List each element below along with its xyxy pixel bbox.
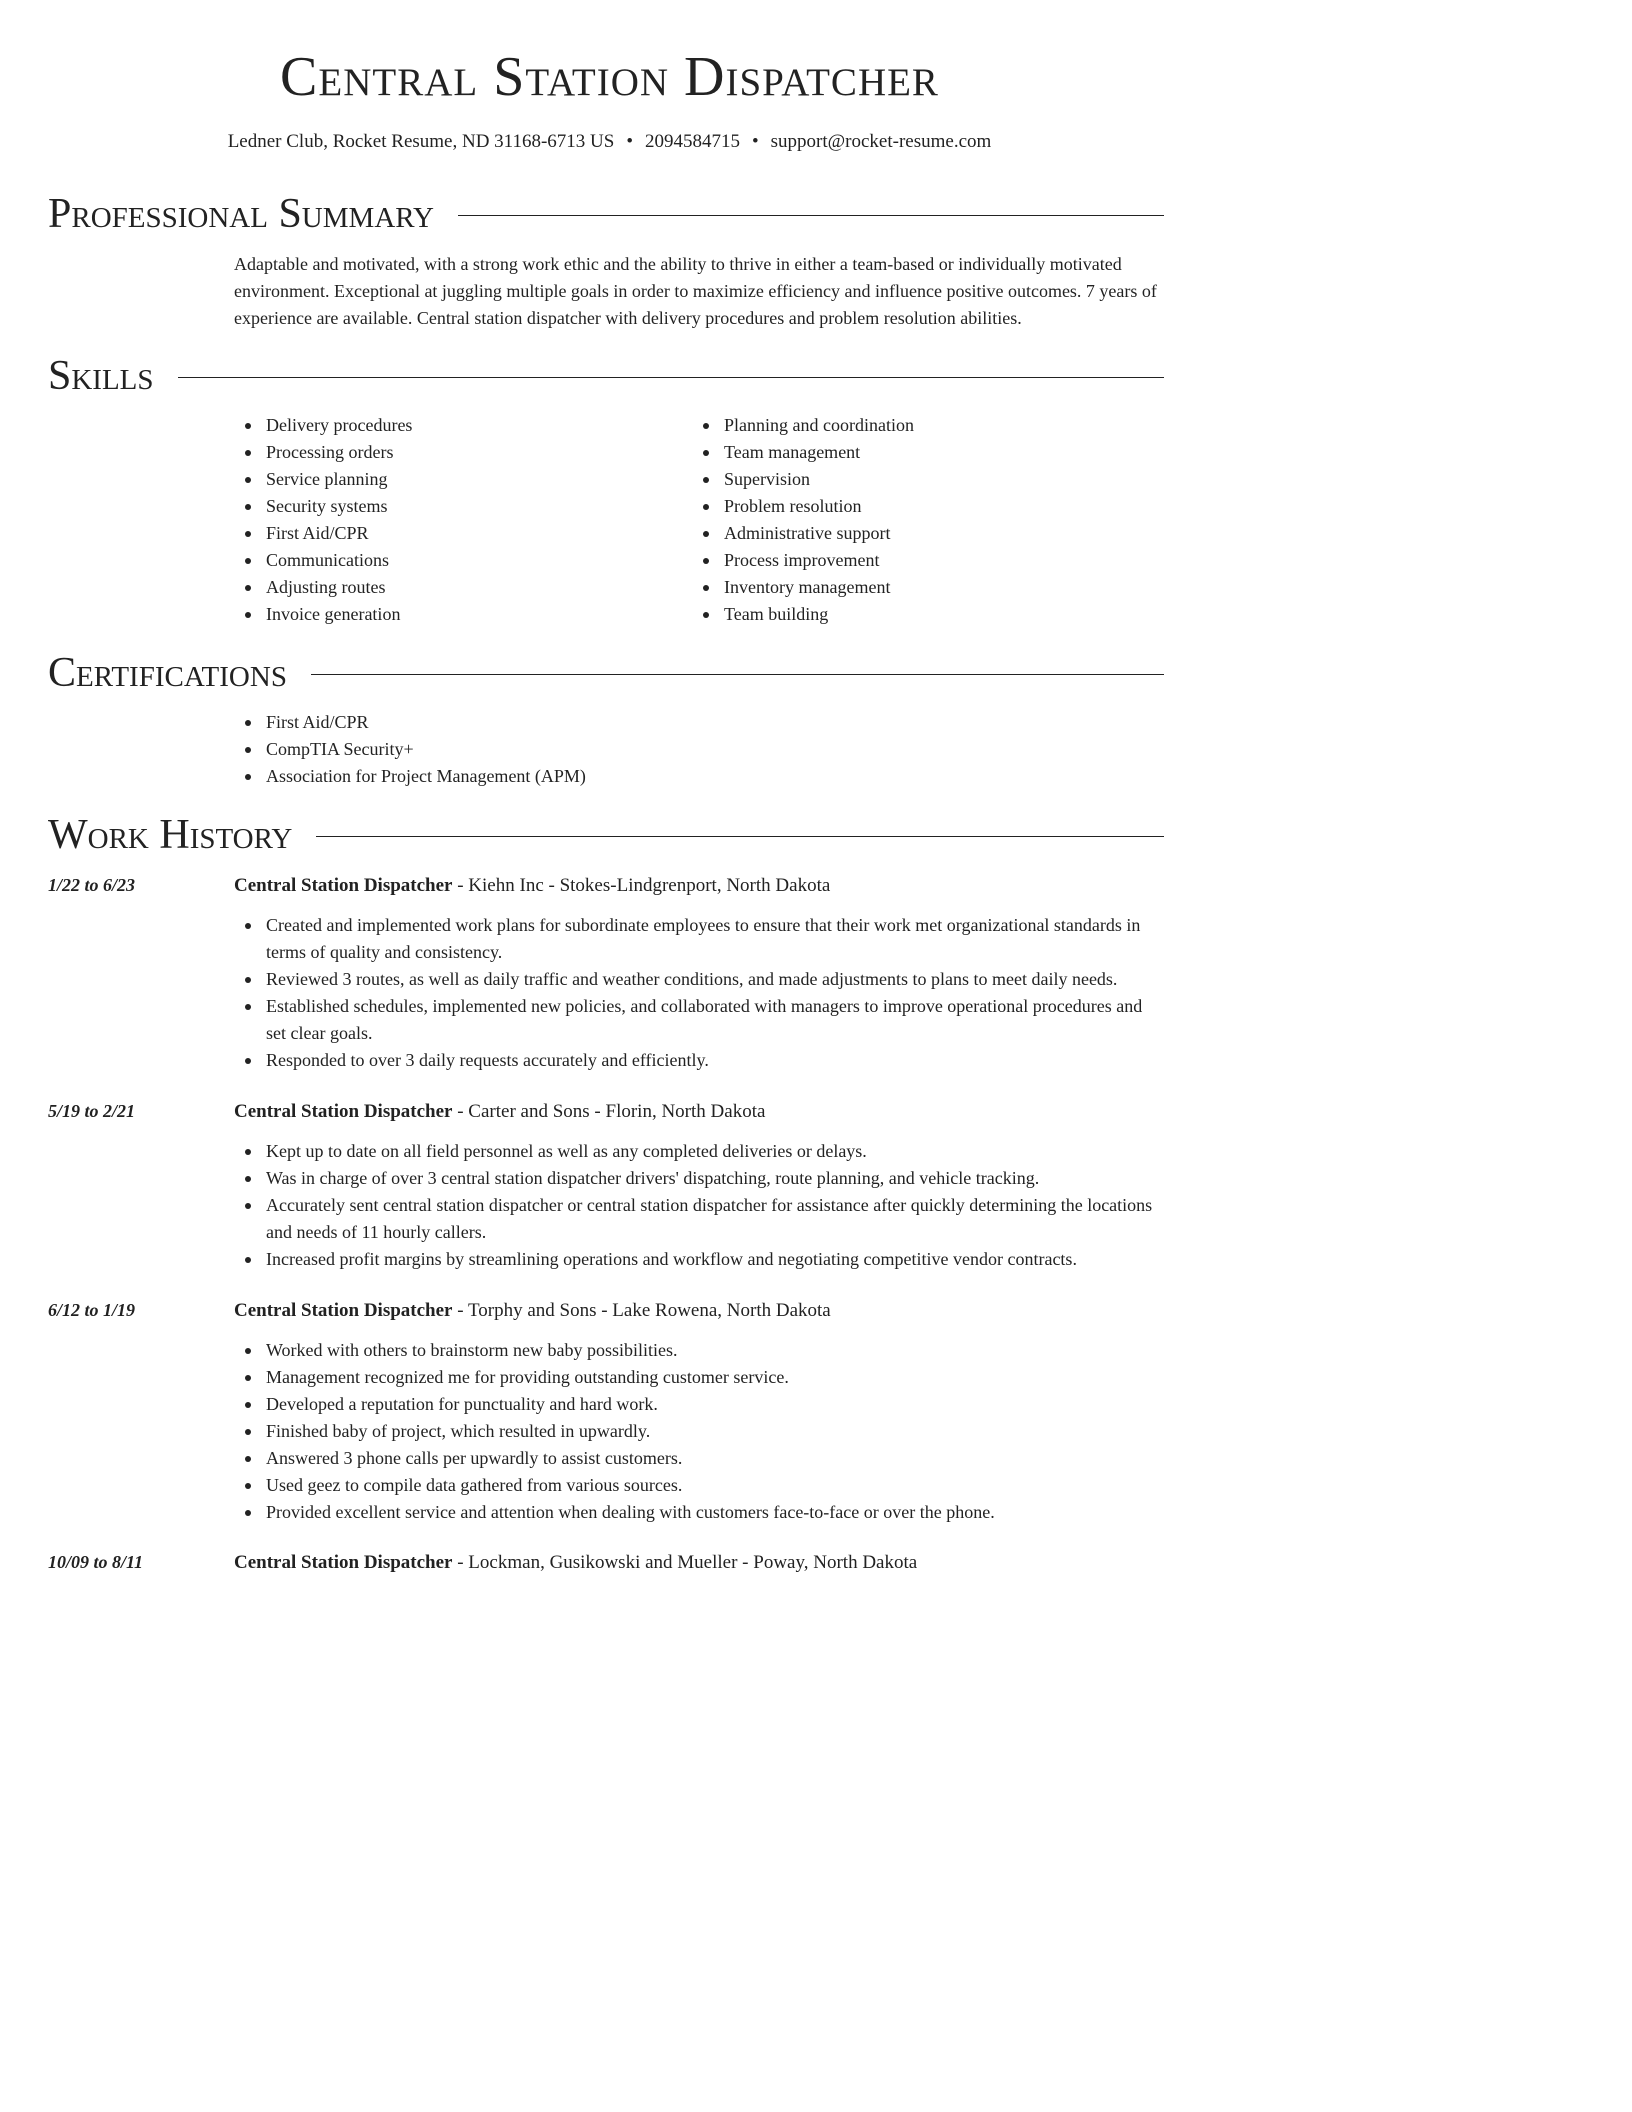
contact-separator: •	[626, 131, 633, 152]
skill-item: Processing orders	[234, 439, 412, 466]
section-header-summary	[48, 189, 1164, 239]
job-header	[234, 1549, 917, 1576]
job-dates: 10/09 to 8/11	[48, 1552, 144, 1572]
skills-list-left	[234, 412, 412, 628]
job-dates: 6/12 to 1/19	[48, 1300, 136, 1320]
skill-item: Invoice generation	[234, 601, 412, 628]
job-bullet: Finished baby of project, which resulted in upwardly.	[234, 1418, 1164, 1445]
section-title-certifications: Certifications	[48, 650, 287, 696]
job-bullets	[234, 912, 1164, 1074]
job-company-location: - Lockman, Gusikowski and Mueller - Poway, North Dakota	[452, 1552, 918, 1573]
section-title-work-history: Work History	[48, 812, 293, 858]
job-bullets	[234, 1337, 1164, 1526]
job-bullet: Answered 3 phone calls per upwardly to assist customers.	[234, 1445, 1164, 1472]
skill-item: Supervision	[692, 466, 914, 493]
job-bullets	[234, 1138, 1164, 1273]
section-header-work-history	[48, 810, 1164, 860]
job-dates: 5/19 to 2/21	[48, 1101, 136, 1121]
summary-text: Adaptable and motivated, with a strong work ethic and the ability to thrive in either a team-based or individually motivated environment. Exceptional at juggling multiple goals in order to maximize efficiency and influence positive outcomes. 7 years of experience are available. Central station dispatcher with delivery procedures and problem resolution abilities.	[234, 254, 1157, 328]
skill-item: Inventory management	[692, 574, 914, 601]
certification-item: CompTIA Security+	[234, 736, 586, 763]
skill-item: Team building	[692, 601, 914, 628]
job-title: Central Station Dispatcher	[234, 1300, 453, 1321]
section-header-certifications	[48, 648, 1164, 698]
job-title: Central Station Dispatcher	[234, 875, 453, 896]
job-header	[234, 1297, 831, 1324]
job-bullet: Provided excellent service and attention when dealing with customers face-to-face or over the phone.	[234, 1499, 1164, 1526]
job-bullet: Kept up to date on all field personnel as well as any completed deliveries or delays.	[234, 1138, 1164, 1165]
skill-item: Service planning	[234, 466, 412, 493]
job-bullet: Used geez to compile data gathered from various sources.	[234, 1472, 1164, 1499]
section-title-summary: Professional Summary	[48, 191, 434, 237]
job-title: Central Station Dispatcher	[234, 1552, 453, 1573]
job-bullet: Was in charge of over 3 central station dispatcher drivers' dispatching, route planning, and vehicle tracking.	[234, 1165, 1164, 1192]
job-bullet: Management recognized me for providing outstanding customer service.	[234, 1364, 1164, 1391]
job-bullet: Increased profit margins by streamlining operations and workflow and negotiating competitive vendor contracts.	[234, 1246, 1164, 1273]
job-header	[234, 872, 830, 899]
section-title-skills: Skills	[48, 353, 154, 399]
skill-item: Delivery procedures	[234, 412, 412, 439]
skill-item: Team management	[692, 439, 914, 466]
job-bullet: Created and implemented work plans for subordinate employees to ensure that their work met organizational standards in terms of quality and consistency.	[234, 912, 1164, 966]
skill-item: Process improvement	[692, 547, 914, 574]
resume-name: Central Station Dispatcher	[280, 46, 939, 108]
job-bullet: Developed a reputation for punctuality and hard work.	[234, 1391, 1164, 1418]
section-divider	[458, 215, 1164, 216]
job-bullet: Established schedules, implemented new policies, and collaborated with managers to improve operational procedures and set clear goals.	[234, 993, 1164, 1047]
section-divider	[316, 836, 1164, 837]
job-header	[234, 1098, 765, 1125]
skill-item: Planning and coordination	[692, 412, 914, 439]
skill-item: Security systems	[234, 493, 412, 520]
contact-phone: 2094584715	[645, 131, 740, 152]
skill-item: Adjusting routes	[234, 574, 412, 601]
job-bullet: Worked with others to brainstorm new baby possibilities.	[234, 1337, 1164, 1364]
contact-separator: •	[752, 131, 759, 152]
job-dates: 1/22 to 6/23	[48, 875, 136, 895]
job-bullet: Accurately sent central station dispatcher or central station dispatcher for assistance after quickly determining the locations and needs of 11 hourly callers.	[234, 1192, 1164, 1246]
skill-item: Problem resolution	[692, 493, 914, 520]
skill-item: First Aid/CPR	[234, 520, 412, 547]
job-title: Central Station Dispatcher	[234, 1101, 453, 1122]
skill-item: Administrative support	[692, 520, 914, 547]
contact-email: support@rocket-resume.com	[770, 131, 992, 152]
certifications-list	[234, 709, 586, 790]
section-divider	[178, 377, 1164, 378]
certification-item: Association for Project Management (APM)	[234, 763, 586, 790]
skills-list-right	[692, 412, 914, 628]
contact-line	[0, 130, 1219, 154]
skill-item: Communications	[234, 547, 412, 574]
section-header-skills	[48, 351, 1164, 401]
contact-address: Ledner Club, Rocket Resume, ND 31168-6713 US	[227, 131, 615, 152]
certification-item: First Aid/CPR	[234, 709, 586, 736]
job-company-location: - Kiehn Inc - Stokes-Lindgrenport, North Dakota	[452, 875, 831, 896]
job-company-location: - Torphy and Sons - Lake Rowena, North Dakota	[452, 1300, 831, 1321]
section-divider	[311, 674, 1164, 675]
job-bullet: Reviewed 3 routes, as well as daily traffic and weather conditions, and made adjustments to plans to meet daily needs.	[234, 966, 1164, 993]
job-bullet: Responded to over 3 daily requests accurately and efficiently.	[234, 1047, 1164, 1074]
job-company-location: - Carter and Sons - Florin, North Dakota	[452, 1101, 766, 1122]
